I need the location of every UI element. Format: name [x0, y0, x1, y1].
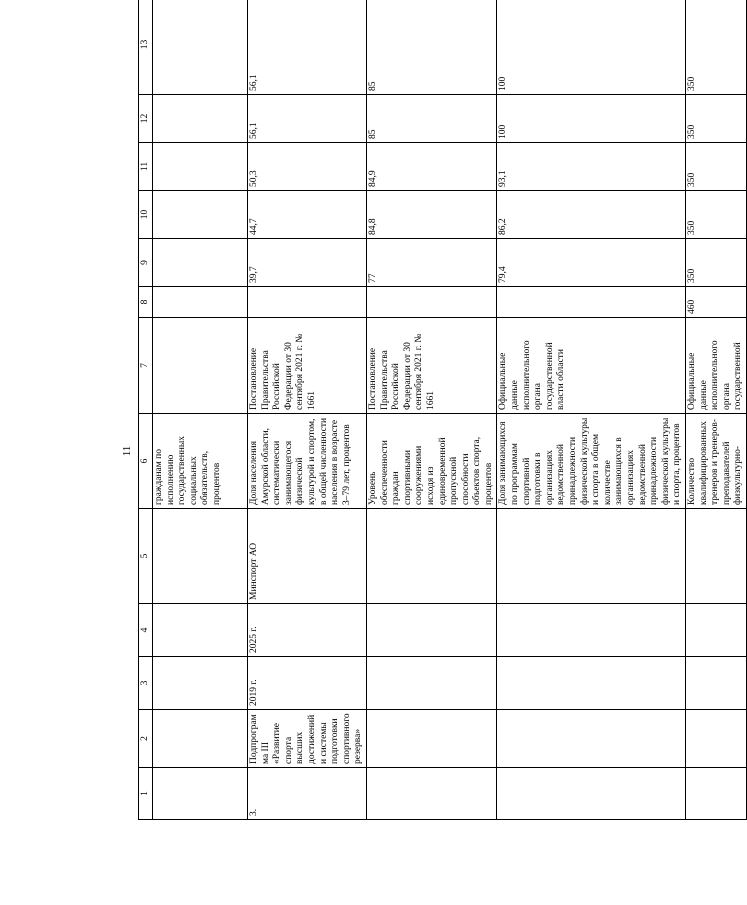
- header-cell: 9: [139, 239, 153, 287]
- cell-value: 79,4: [497, 239, 686, 287]
- table-row: [153, 0, 248, 820]
- cell-end: 2025 г.: [248, 604, 367, 657]
- cell-value: [153, 143, 248, 191]
- cell-value: 350: [685, 95, 746, 143]
- cell-number: [366, 768, 497, 820]
- cell-value: 100: [497, 95, 686, 143]
- cell-value: [153, 287, 248, 318]
- header-cell: 5: [139, 509, 153, 604]
- cell-start: [685, 657, 746, 710]
- rotated-table-container: [138, 39, 744, 820]
- cell-source: Официальные данные исполнительного органа государственной власти области: [497, 318, 686, 414]
- table-row: [248, 0, 367, 820]
- cell-source: Официальные данные исполнительного органа государственной: [685, 318, 746, 414]
- header-cell: 11: [139, 143, 153, 191]
- cell-start: [366, 657, 497, 710]
- cell-value: [248, 287, 367, 318]
- cell-value: 56,1: [248, 95, 367, 143]
- cell-value: [153, 191, 248, 239]
- cell-value: [153, 95, 248, 143]
- cell-value: 39,7: [248, 239, 367, 287]
- page-number: 11: [121, 445, 133, 457]
- cell-source: Постановление Правительства Российской Федерации от 30 сентября 2021 г. № 1661: [248, 318, 367, 414]
- cell-indicator: гражданам по исполнению государственных социальных обязательств, процентов: [153, 414, 248, 509]
- cell-value: 350: [685, 239, 746, 287]
- cell-value: [153, 0, 248, 95]
- header-cell: 10: [139, 191, 153, 239]
- cell-value: 85: [366, 0, 497, 95]
- cell-value: 460: [685, 287, 746, 318]
- cell-end: [366, 604, 497, 657]
- header-cell: 7: [139, 318, 153, 414]
- cell-end: [497, 604, 686, 657]
- indicators-table: [138, 0, 747, 820]
- cell-program: [153, 710, 248, 768]
- cell-number: [153, 768, 248, 820]
- cell-responsible: [366, 509, 497, 604]
- cell-indicator: Количество квалифицированных тренеров и тренеров-преподавателей физкультурно-: [685, 414, 746, 509]
- header-cell: 8: [139, 287, 153, 318]
- cell-number: [497, 768, 686, 820]
- cell-start: [497, 657, 686, 710]
- cell-end: [685, 604, 746, 657]
- header-cell: 13: [139, 0, 153, 95]
- cell-program: [497, 710, 686, 768]
- cell-value: 85: [366, 95, 497, 143]
- cell-value: [366, 287, 497, 318]
- cell-start: [153, 657, 248, 710]
- cell-value: 50,3: [248, 143, 367, 191]
- header-cell: 3: [139, 657, 153, 710]
- cell-responsible: [685, 509, 746, 604]
- cell-indicator: Доля населения Амурской области, систематически занимающегося физической культурой и спортом, в общей численности населения в возрасте 3–79 лет, процентов: [248, 414, 367, 509]
- cell-value: 100: [497, 0, 686, 95]
- cell-value: 56,1: [248, 0, 367, 95]
- header-cell: 1: [139, 768, 153, 820]
- cell-program: Подпрограмма III «Развитие спорта высших достижений и системы подготовки спортивного резерва»: [248, 710, 367, 768]
- cell-indicator: Доля занимающихся по программам спортивной подготовки в организациях ведомственной принадлежности физической культуры и спорта в общем количестве занимающихся в организациях ведомственной принадлежности физической культуры и спорта, процентов: [497, 414, 686, 509]
- cell-program: [685, 710, 746, 768]
- cell-indicator: Уровень обеспеченности граждан спортивными сооружениями исходя из единовременной пропускной способности объектов спорта, процентов: [366, 414, 497, 509]
- cell-value: [153, 239, 248, 287]
- cell-value: 84,9: [366, 143, 497, 191]
- cell-start: 2019 г.: [248, 657, 367, 710]
- cell-value: 84,8: [366, 191, 497, 239]
- cell-value: 350: [685, 191, 746, 239]
- cell-responsible: [153, 509, 248, 604]
- cell-source: Постановление Правительства Российской Федерации от 30 сентября 2021 г. № 1661: [366, 318, 497, 414]
- header-cell: 6: [139, 414, 153, 509]
- table-row: [497, 0, 686, 820]
- cell-responsible: [497, 509, 686, 604]
- cell-source: [153, 318, 248, 414]
- header-cell: 4: [139, 604, 153, 657]
- table-row: [366, 0, 497, 820]
- cell-value: 350: [685, 0, 746, 95]
- cell-value: 77: [366, 239, 497, 287]
- table-row: [685, 0, 746, 820]
- header-cell: 12: [139, 95, 153, 143]
- cell-number: 3.: [248, 768, 367, 820]
- cell-value: 86,2: [497, 191, 686, 239]
- header-cell: 2: [139, 710, 153, 768]
- cell-end: [153, 604, 248, 657]
- cell-value: 44,7: [248, 191, 367, 239]
- cell-responsible: Минспорт АО: [248, 509, 367, 604]
- cell-value: [497, 287, 686, 318]
- cell-value: 350: [685, 143, 746, 191]
- column-number-row: [139, 0, 153, 820]
- cell-number: [685, 768, 746, 820]
- cell-value: 93,1: [497, 143, 686, 191]
- cell-program: [366, 710, 497, 768]
